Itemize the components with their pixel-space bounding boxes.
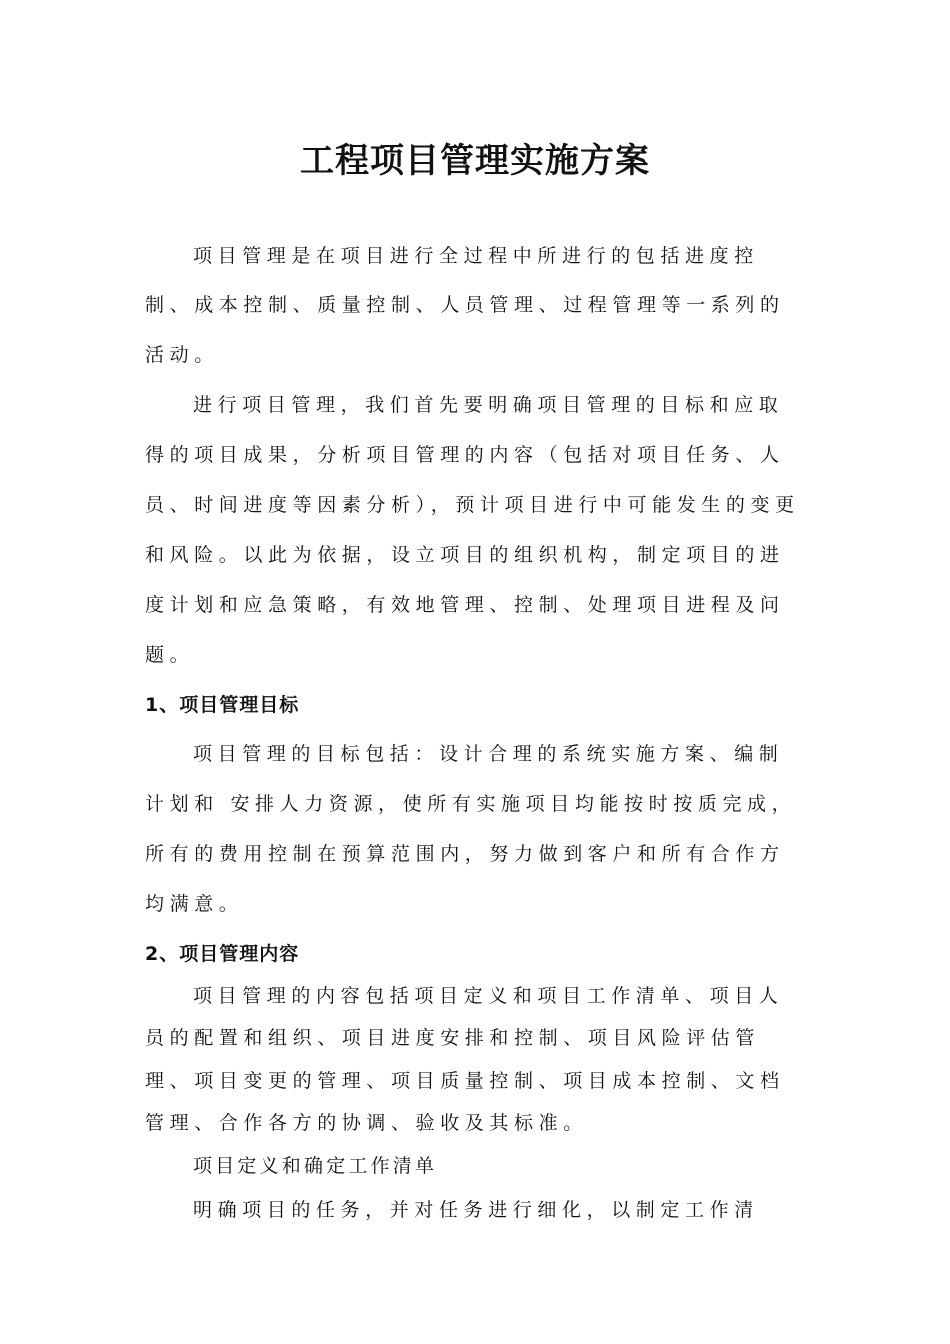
section-heading: 1、项目管理目标 — [145, 694, 300, 716]
paragraph-line: 项目管理是在项目进行全过程中所进行的包括进度控 — [193, 245, 759, 267]
paragraph-line: 和风险。以此为依据，设立项目的组织机构，制定项目的进 — [145, 544, 785, 566]
paragraph-line: 进行项目管理，我们首先要明确项目管理的目标和应取 — [193, 394, 784, 416]
section-heading: 2、项目管理内容 — [145, 943, 300, 965]
paragraph-line: 制、成本控制、质量控制、人员管理、过程管理等一系列的 — [145, 294, 785, 316]
paragraph-line: 项目管理的目标包括：设计合理的系统实施方案、编制 — [193, 743, 784, 765]
paragraph-line: 员的配置和组织、项目进度安排和控制、项目风险评估管 — [145, 1027, 761, 1049]
subsection-title: 项目定义和确定工作清单 — [193, 1155, 438, 1177]
paragraph-line: 均满意。 — [145, 893, 244, 915]
paragraph-line: 题。 — [145, 644, 195, 666]
paragraph-line: 所有的费用控制在预算范围内，努力做到客户和所有合作方 — [145, 843, 785, 865]
paragraph-line: 度计划和应急策略，有效地管理、控制、处理项目进程及问 — [145, 594, 785, 616]
paragraph-line: 员、时间进度等因素分析），预计项目进行中可能发生的变更 — [145, 494, 800, 516]
paragraph-line: 管理、合作各方的协调、验收及其标准。 — [145, 1112, 588, 1134]
paragraph-line: 活动。 — [145, 344, 219, 366]
document-title: 工程项目管理实施方案 — [300, 141, 650, 181]
paragraph-line: 计划和 安排人力资源，使所有实施项目均能按时按质完成， — [145, 793, 797, 815]
paragraph-line: 明确项目的任务，并对任务进行细化，以制定工作清 — [193, 1199, 759, 1221]
paragraph-line: 项目管理的内容包括项目定义和项目工作清单、项目人 — [193, 985, 784, 1007]
paragraph-line: 得的项目成果，分析项目管理的内容（包括对项目任务、人 — [145, 444, 785, 466]
paragraph-line: 理、项目变更的管理、项目质量控制、项目成本控制、文档 — [145, 1070, 785, 1092]
